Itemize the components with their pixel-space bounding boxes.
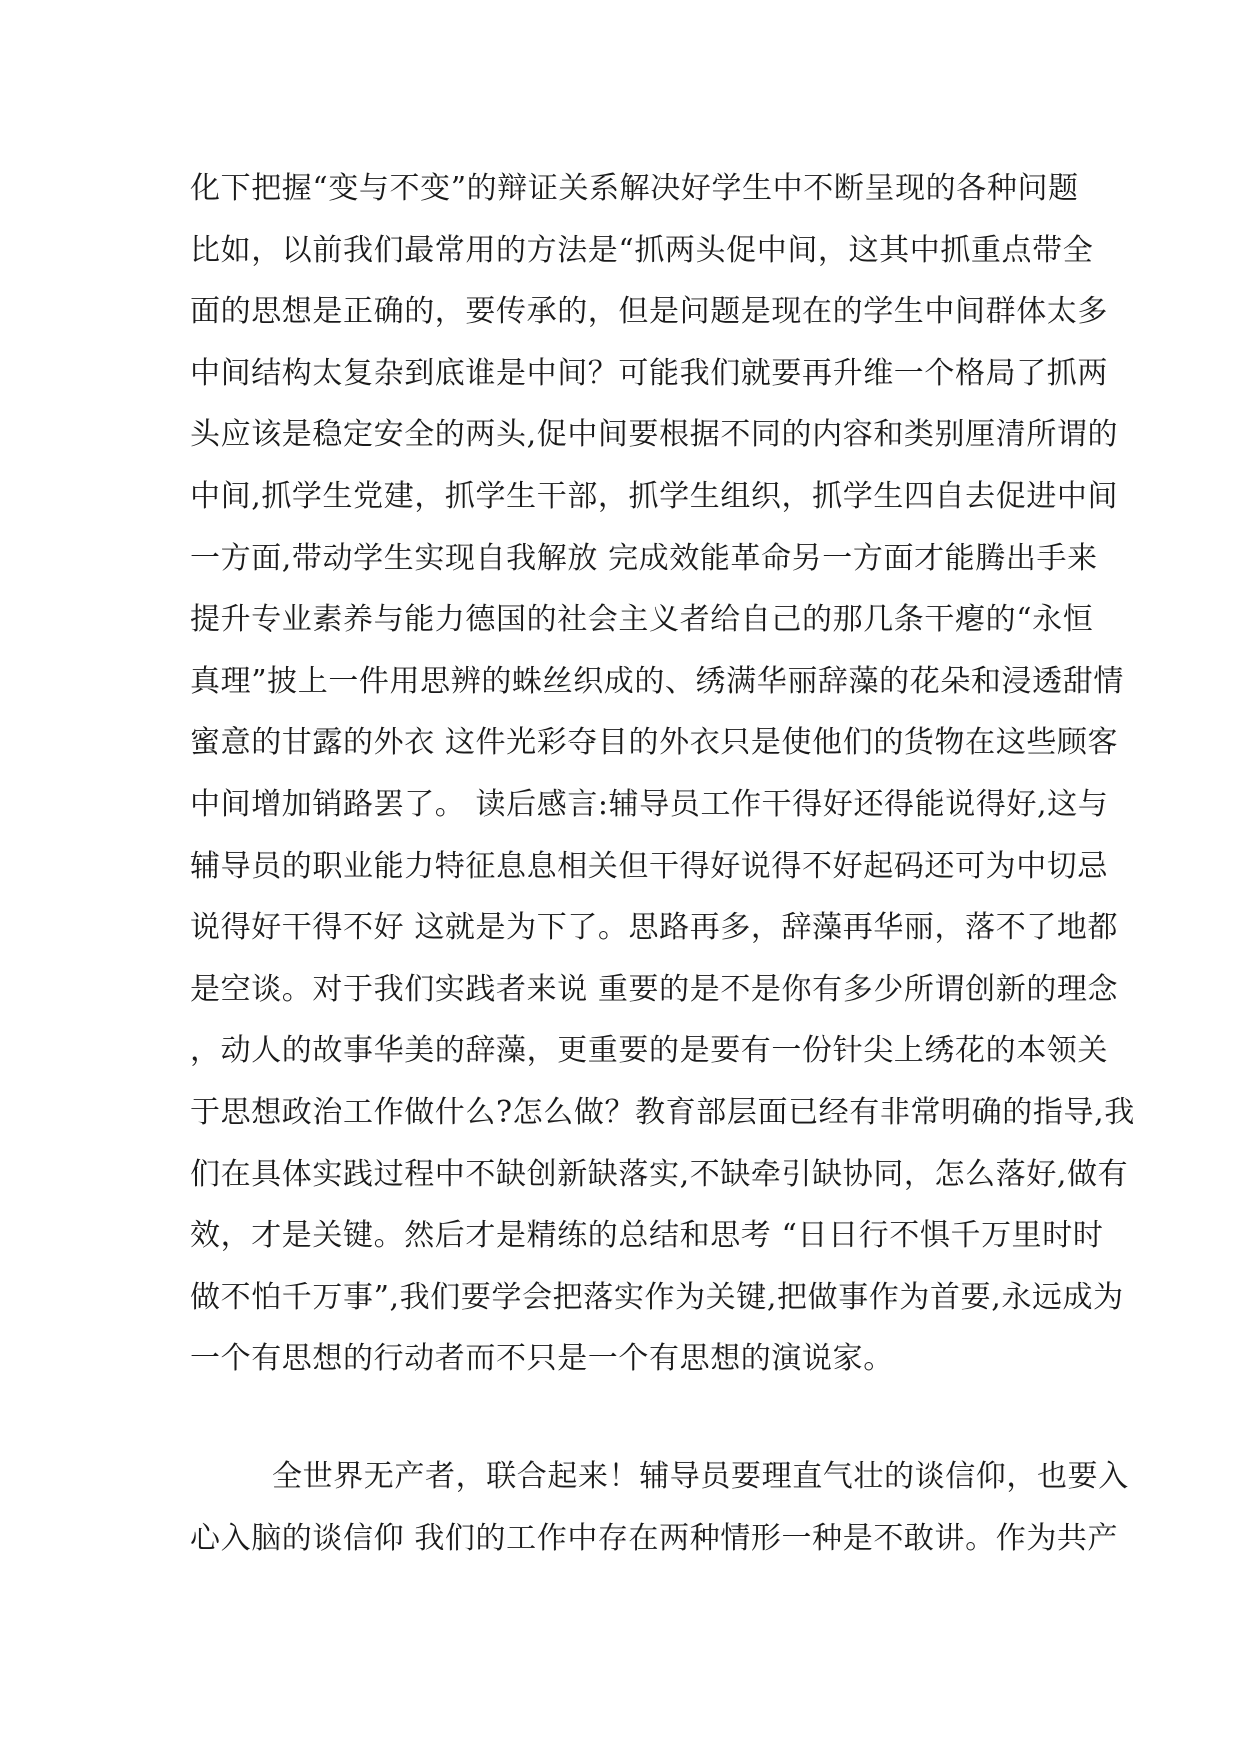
text-line: 说得好干得不好 这就是为下了。思路再多，辞藻再华丽，落不了地都 [190,910,1119,946]
text-line: 提升专业素养与能力德国的社会主义者给自己的那几条干瘪的“永恒 [190,602,1094,638]
text-line: 化下把握“变与不变”的辩证关系解决好学生中不断呈现的各种问题 [190,171,1079,206]
text-line: 全世界无产者，联合起来！辅导员要理直气壮的谈信仰，也要入 [272,1459,1129,1494]
paragraph-1 [190,158,1135,1390]
text-line: 心入脑的谈信仰 我们的工作中存在两种情形一种是不敢讲。作为共产 [190,1520,1119,1556]
text-line: 比如，以前我们最常用的方法是“抓两头促中间，这其中抓重点带全 [190,232,1094,268]
text-line: 中间增加销路罢了。 读后感言:辅导员工作干得好还得能说得好,这与 [190,786,1109,822]
text-line: 一方面,带动学生实现自我解放 完成效能革命另一方面才能腾出手来 [190,540,1098,576]
text-line: 辅导员的职业能力特征息息相关但干得好说得不好起码还可为中切忌 [190,848,1108,884]
text-line: 中间,抓学生党建，抓学生干部，抓学生组织，抓学生四自去促进中间 [190,478,1119,514]
text-line: 真理”披上一件用思辨的蛛丝织成的、绣满华丽辞藻的花朵和浸透甜情 [190,663,1124,699]
text-line: ，动人的故事华美的辞藻，更重要的是要有一份针尖上绣花的本领关 [190,1033,1108,1069]
text-line: 中间结构太复杂到底谁是中间？可能我们就要再升维一个格局了抓两 [190,355,1108,391]
text-line: 于思想政治工作做什么?怎么做？教育部层面已经有非常明确的指导,我 [190,1094,1135,1130]
paragraph-2 [190,1446,1129,1569]
text-line: 效，才是关键。然后才是精练的总结和思考 “日日行不惧千万里时时 [190,1218,1104,1254]
text-line: 做不怕千万事”,我们要学会把落实作为关键,把做事作为首要,永远成为 [190,1279,1124,1315]
text-line: 是空谈。对于我们实践者来说 重要的是不是你有多少所谓创新的理念 [190,971,1119,1007]
text-line: 面的思想是正确的，要传承的，但是问题是现在的学生中间群体太多 [190,294,1108,330]
text-line: 们在具体实践过程中不缺创新缺落实,不缺牵引缺协同，怎么落好,做有 [190,1156,1129,1192]
text-line: 头应该是稳定安全的两头,促中间要根据不同的内容和类别厘清所谓的 [190,417,1119,453]
text-line: 一个有思想的行动者而不只是一个有思想的演说家。 [190,1341,894,1377]
text-line: 蜜意的甘露的外衣 这件光彩夺目的外衣只是使他们的货物在这些顾客 [190,725,1119,761]
